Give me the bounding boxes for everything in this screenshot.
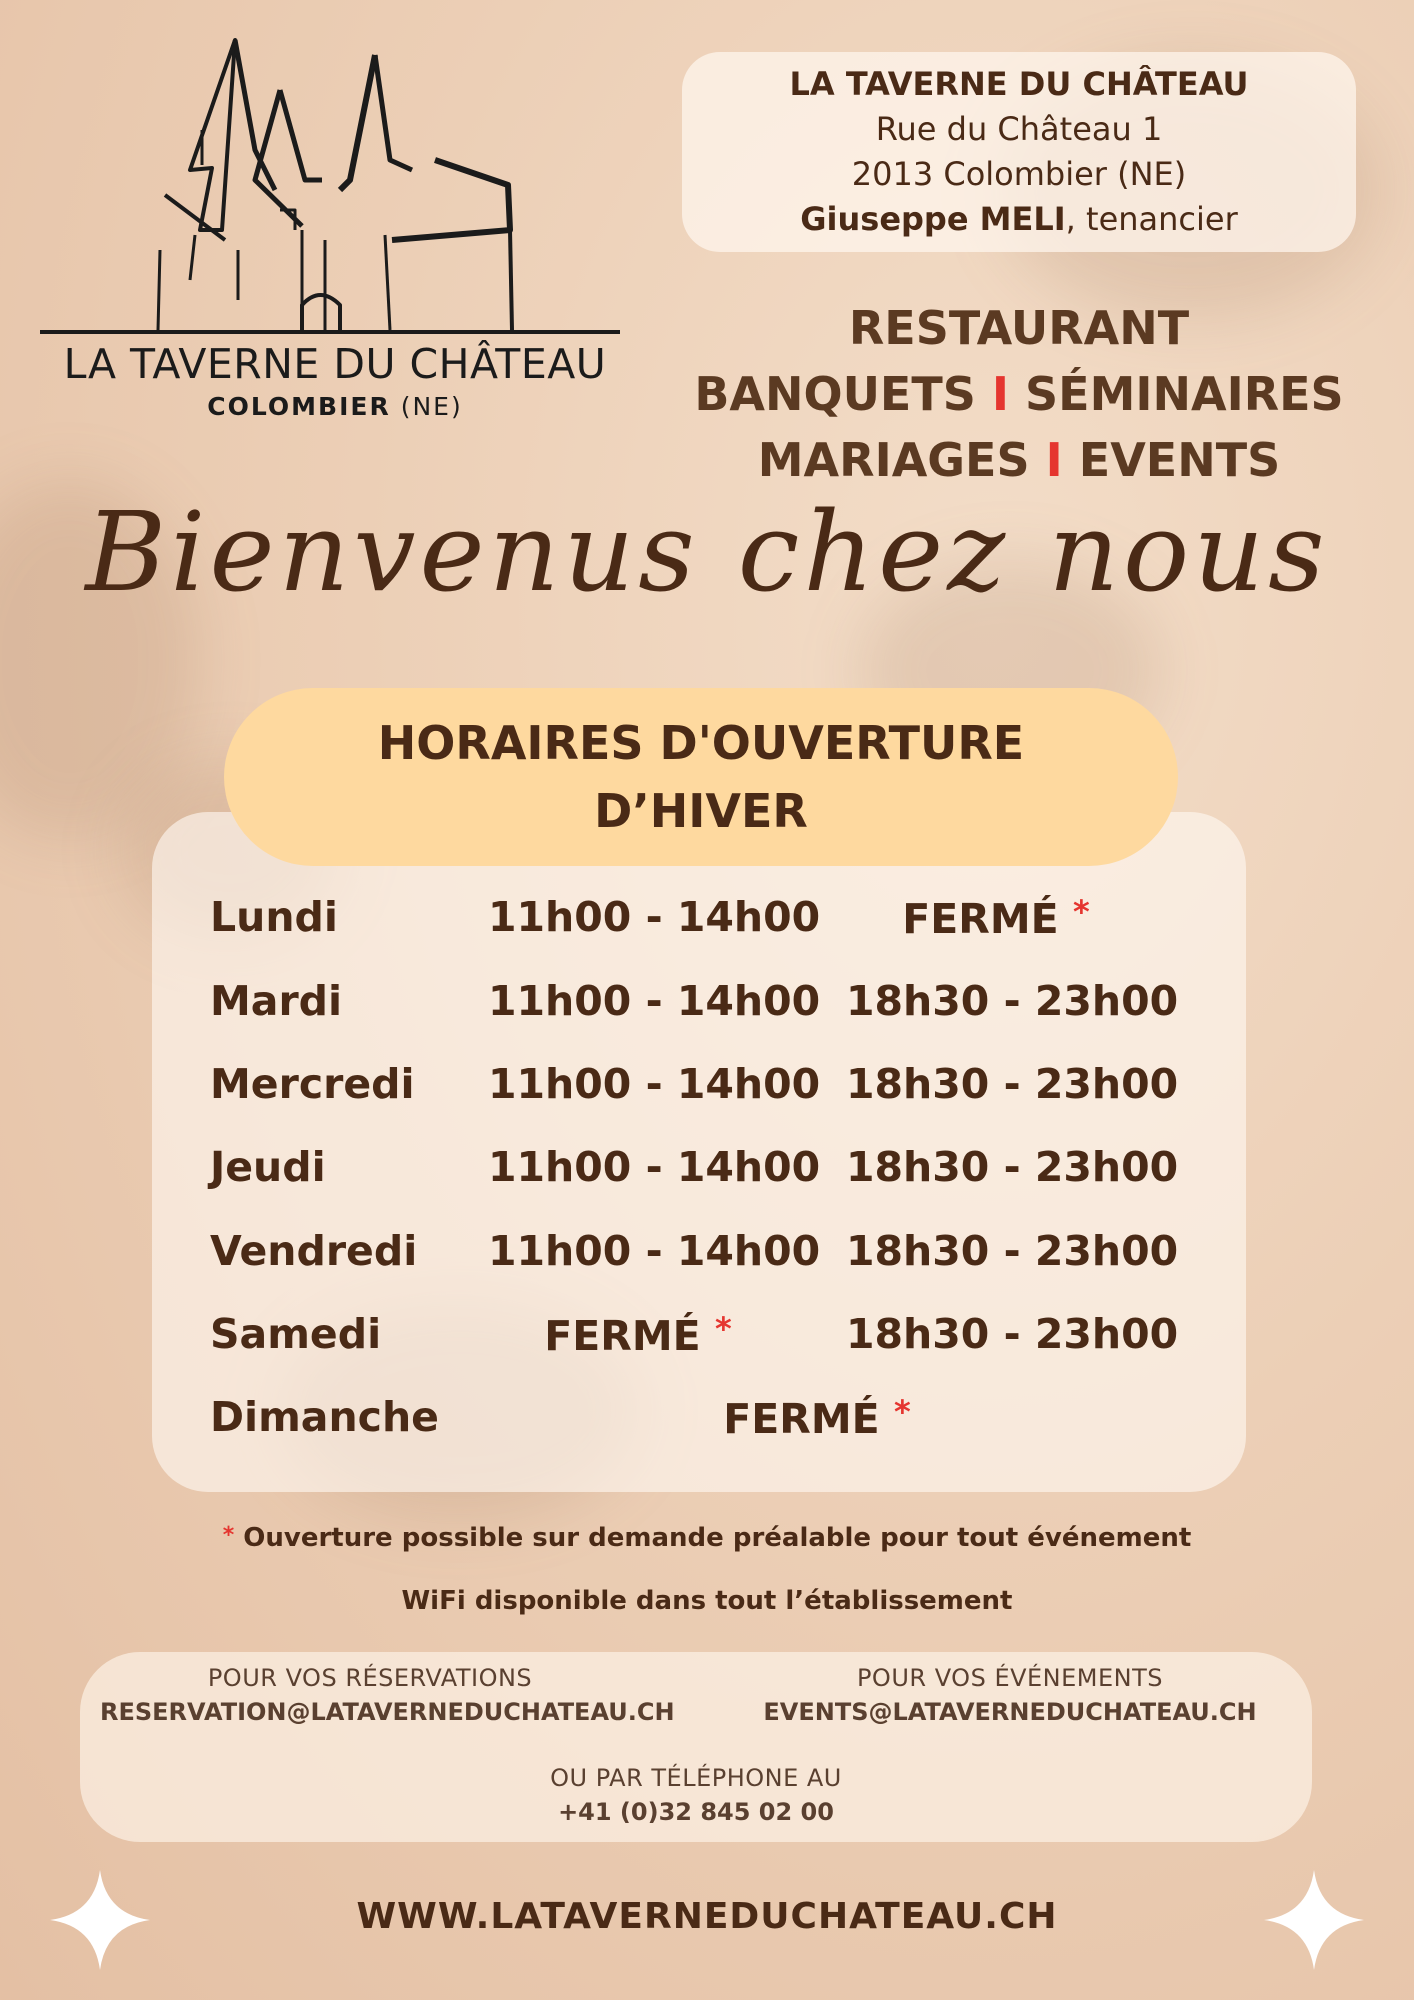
website-link[interactable]: WWW.LATAVERNEDUCHATEAU.CH [356, 1896, 1058, 1937]
hours-title [224, 688, 1178, 866]
hours-title-line-2: D’HIVER [594, 784, 808, 838]
day-label: Dimanche [210, 1393, 439, 1441]
restaurant-logo [40, 30, 630, 430]
midi-hours [488, 1310, 788, 1360]
hours-title-line-1: HORAIRES D'OUVERTURE [377, 716, 1025, 770]
logo-city: COLOMBIER [207, 392, 391, 421]
day-label: Jeudi [210, 1143, 326, 1191]
reservations-email-link[interactable]: RESERVATION@LATAVERNEDUCHATEAU.CH [100, 1698, 675, 1726]
address-street: Rue du Château 1 [875, 110, 1163, 148]
midi-hours: 11h00 - 14h00 [488, 1227, 821, 1275]
hours-row-jeudi [210, 1143, 1210, 1213]
logo-region: (NE) [400, 392, 463, 421]
asterisk: * [893, 1393, 911, 1431]
address-owner [682, 197, 1356, 242]
hours-row-lundi [210, 893, 1210, 963]
soir-hours: 18h30 - 23h00 [846, 1227, 1179, 1275]
owner-role: , tenancier [1065, 200, 1238, 238]
closed-label: FERMÉ [902, 895, 1059, 943]
day-label: Samedi [210, 1310, 382, 1358]
service-line-2 [682, 361, 1356, 427]
logo-wordmark: LA TAVERNE DU CHÂTEAU [63, 340, 607, 388]
castle-logo-icon [40, 30, 630, 350]
soir-hours: 18h30 - 23h00 [846, 1143, 1179, 1191]
asterisk: * [222, 1523, 235, 1548]
day-label: Mardi [210, 977, 343, 1025]
contact-card [80, 1652, 1312, 1842]
hours-row-mardi [210, 977, 1210, 1047]
day-label: Vendredi [210, 1227, 418, 1275]
hours-row-dimanche [210, 1393, 1210, 1463]
hours-row-vendredi [210, 1227, 1210, 1297]
opening-note-text: Ouverture possible sur demande préalable pour tout événement [243, 1523, 1192, 1553]
services-list [682, 295, 1356, 493]
address-name: LA TAVERNE DU CHÂTEAU [789, 65, 1249, 103]
service-seminaires: SÉMINAIRES [1025, 367, 1344, 421]
day-label: Mercredi [210, 1060, 415, 1108]
events-email-link[interactable]: EVENTS@LATAVERNEDUCHATEAU.CH [763, 1698, 1257, 1726]
service-mariages: MARIAGES [757, 433, 1030, 487]
midi-hours: 11h00 - 14h00 [488, 1060, 821, 1108]
separator: I [1045, 433, 1063, 487]
separator: I [991, 367, 1010, 421]
logo-location [40, 392, 630, 421]
service-banquets: BANQUETS [694, 367, 976, 421]
owner-name: Giuseppe MELI [800, 200, 1066, 238]
midi-hours: 11h00 - 14h00 [488, 977, 821, 1025]
soir-hours: 18h30 - 23h00 [846, 977, 1179, 1025]
closed-label: FERMÉ [544, 1312, 701, 1360]
full-day-hours [488, 1393, 1146, 1443]
asterisk: * [1072, 893, 1090, 931]
hours-row-mercredi [210, 1060, 1210, 1130]
address-city: 2013 Colombier (NE) [851, 155, 1187, 193]
soir-hours: 18h30 - 23h00 [846, 1310, 1179, 1358]
reservations-label: POUR VOS RÉSERVATIONS [207, 1664, 533, 1692]
midi-hours: 11h00 - 14h00 [488, 1143, 821, 1191]
phone-label: OU PAR TÉLÉPHONE AU [550, 1764, 842, 1792]
service-events: EVENTS [1078, 433, 1281, 487]
hours-row-samedi [210, 1310, 1210, 1380]
wifi-note: WiFi disponible dans tout l’établissement [401, 1586, 1013, 1616]
welcome-heading: Bienvenus chez nous [85, 488, 1329, 616]
soir-hours: 18h30 - 23h00 [846, 1060, 1179, 1108]
day-label: Lundi [210, 893, 338, 941]
asterisk: * [714, 1310, 732, 1348]
closed-label: FERMÉ [723, 1395, 880, 1443]
phone-number-link[interactable]: +41 (0)32 845 02 00 [558, 1798, 834, 1826]
soir-hours [846, 893, 1146, 943]
midi-hours: 11h00 - 14h00 [488, 893, 821, 941]
service-restaurant: RESTAURANT [848, 301, 1190, 355]
service-line-3 [682, 427, 1356, 493]
events-label: POUR VOS ÉVÉNEMENTS [856, 1664, 1164, 1692]
opening-note [0, 1523, 1414, 1553]
address-card [682, 52, 1356, 252]
